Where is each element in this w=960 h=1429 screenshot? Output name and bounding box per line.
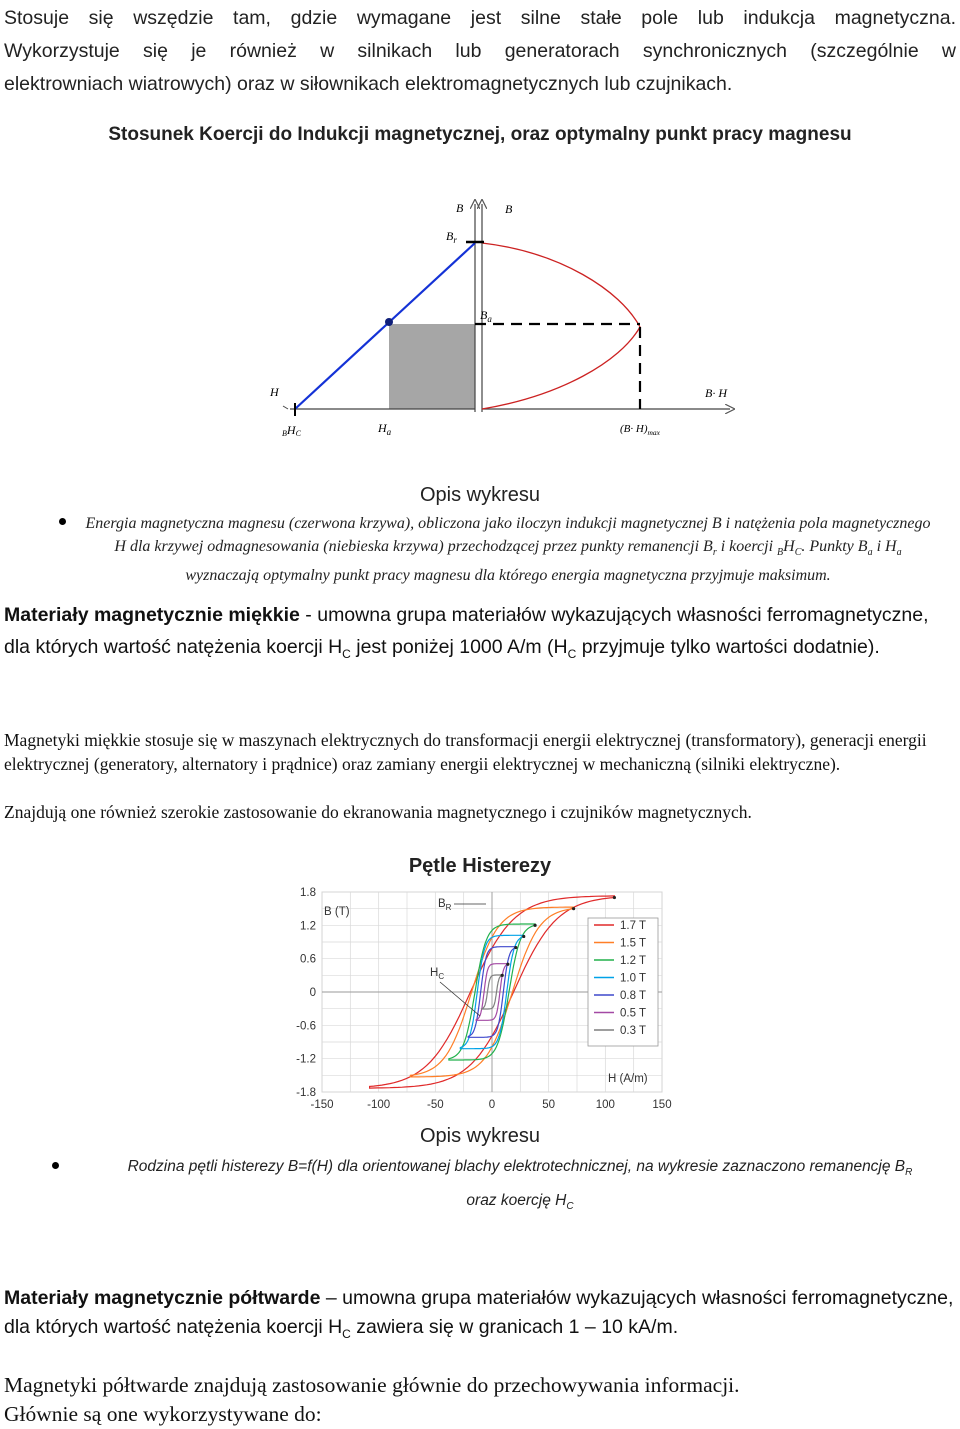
chart-legend <box>588 918 658 1046</box>
br-label: $B_r$ <box>446 229 457 245</box>
y-tick-label: 0 <box>309 987 316 999</box>
legend-label: 0.5 T <box>620 1007 646 1020</box>
y-tick-label: 1.8 <box>300 887 316 899</box>
energy-box <box>389 324 475 409</box>
semi-hard-materials-definition: Materiały magnetycznie półtwarde – umowna grupa materiałów wykazujących własności ferromagnetyczne, dla których wartość natężenia koercji $H_C$ zawiera się w granicach 1 – 10 kA/m. <box>4 1287 954 1341</box>
ha-label: $H_a$ <box>378 421 392 437</box>
y-axis-label: B (T) <box>324 906 350 918</box>
series-tip-marker <box>522 935 525 938</box>
energy-curve <box>482 243 640 409</box>
x-tick-label: -150 <box>310 1099 334 1111</box>
h-axis-label: H <box>270 385 279 399</box>
bullet-icon <box>52 1162 59 1169</box>
br-annotation: $B_R$ <box>438 898 452 912</box>
series-tip-marker <box>613 896 616 899</box>
bh-max-diagram <box>0 0 960 470</box>
legend-label: 0.3 T <box>620 1025 646 1037</box>
semi-hard-materials-term: Materiały magnetycznie półtwarde <box>4 1287 321 1309</box>
figure1-caption: Energia magnetyczna magnesu (czerwona krzywa), obliczona jako iloczyn indukcji magnetycznej B i natężenia pola magnetycznego H dla krzywej odmagnesowania (niebieska krzywa) przechodzącej przez punkty remanencji $B_r$ i koercji $_BH_C$. Punkty $B_a$ i $H_a$ wyznaczają optymalny punkt pracy magnesu dla którego energia magnetyczna przyjmuje maksimum. <box>85 515 931 585</box>
working-point <box>385 318 393 326</box>
soft-materials-definition: Materiały magnetycznie miękkie - umowna grupa materiałów wykazujących własności ferromagnetyczne, dla których wartość natężenia koercji $H_C$ jest poniżej 1000 A/m ($H_C$ przyjmuje tylko wartości dodatnie). <box>4 604 929 661</box>
soft-materials-usage-2: Znajdują one również szerokie zastosowanie do ekranowania magnetycznego i czujników magnetycznych. <box>4 802 752 822</box>
hc-annotation: $H_C$ <box>430 967 445 981</box>
b-axis-label-left: B <box>456 201 464 215</box>
legend-label: 1.7 T <box>620 920 646 932</box>
series-tip-marker <box>501 974 504 977</box>
legend-label: 1.5 T <box>620 937 646 950</box>
intro-line-3: elektrowniach wiatrowych) oraz w siłownikach elektromagnetycznych lub czujnikach. <box>4 73 733 95</box>
series-tip-marker <box>514 946 517 949</box>
series-tip-marker <box>506 963 509 966</box>
bh-axis-label: B· H <box>705 386 727 400</box>
y-tick-label: -0.6 <box>296 1020 316 1033</box>
hc-label: BHC <box>282 423 301 438</box>
legend-label: 1.0 T <box>620 972 646 985</box>
y-tick-label: -1.8 <box>296 1087 316 1099</box>
figure1-title: Stosunek Koercji do Indukcji magnetycznej, oraz optymalny punkt pracy magnesu <box>108 124 852 145</box>
x-tick-label: 0 <box>488 1099 496 1111</box>
intro-line-2: Wykorzystuje się je również w silnikach lub generatorach synchronicznych (szczególnie w <box>4 40 956 62</box>
figure2-title: Pętle Histerezy <box>408 855 552 877</box>
soft-materials-term: Materiały magnetycznie miękkie <box>4 604 300 626</box>
hysteresis-chart <box>280 880 680 1120</box>
soft-materials-usage: Magnetyki miękkie stosuje się w maszynach elektrycznych do transformacji energii elektrycznej (transformatory), generacji energii elektrycznej (generatory, alternatory i prądnice) oraz zamiany energii elektrycznej w mechaniczną (silniki elektryczne). <box>4 730 927 774</box>
legend-label: 1.2 T <box>620 955 646 967</box>
x-axis-label: H (A/m) <box>608 1073 648 1085</box>
b-axis-label-right: B <box>505 202 513 216</box>
ba-label: $B_a$ <box>480 308 492 324</box>
x-tick-label: 100 <box>595 1099 615 1111</box>
semi-hard-usage-2: Głównie są one wykorzystywane do: <box>4 1402 322 1426</box>
bullet-icon <box>59 518 66 525</box>
semi-hard-usage-1: Magnetyki półtwarde znajdują zastosowanie głównie do przechowywania informacji. <box>4 1373 740 1397</box>
legend-label: 0.8 T <box>620 990 646 1002</box>
h-axis-arrow <box>283 406 288 409</box>
series-tip-marker <box>572 907 575 910</box>
x-tick-label: -50 <box>427 1099 444 1111</box>
bhmax-label: $(B\cdot H)_{max}$ <box>620 423 660 437</box>
y-tick-label: 1.2 <box>300 920 316 933</box>
x-tick-label: 150 <box>652 1099 672 1111</box>
y-tick-label: 0.6 <box>300 953 316 966</box>
y-tick-label: -1.2 <box>296 1053 316 1066</box>
figure2-caption: Rodzina pętli histerezy B=f(H) dla orientowanej blachy elektrotechnicznej, na wykresie zaznaczono remanencję $B_R$ oraz koercję $H_C$ <box>127 1158 913 1213</box>
x-tick-label: -100 <box>367 1099 391 1111</box>
x-tick-label: 50 <box>542 1099 556 1111</box>
series-tip-marker <box>533 924 536 927</box>
figure1-caption-heading: Opis wykresu <box>419 484 541 506</box>
intro-line-1: Stosuje się wszędzie tam, gdzie wymagane jest silne stałe pole lub indukcja magnetyczna. <box>4 7 956 29</box>
figure2-caption-heading: Opis wykresu <box>419 1125 541 1147</box>
